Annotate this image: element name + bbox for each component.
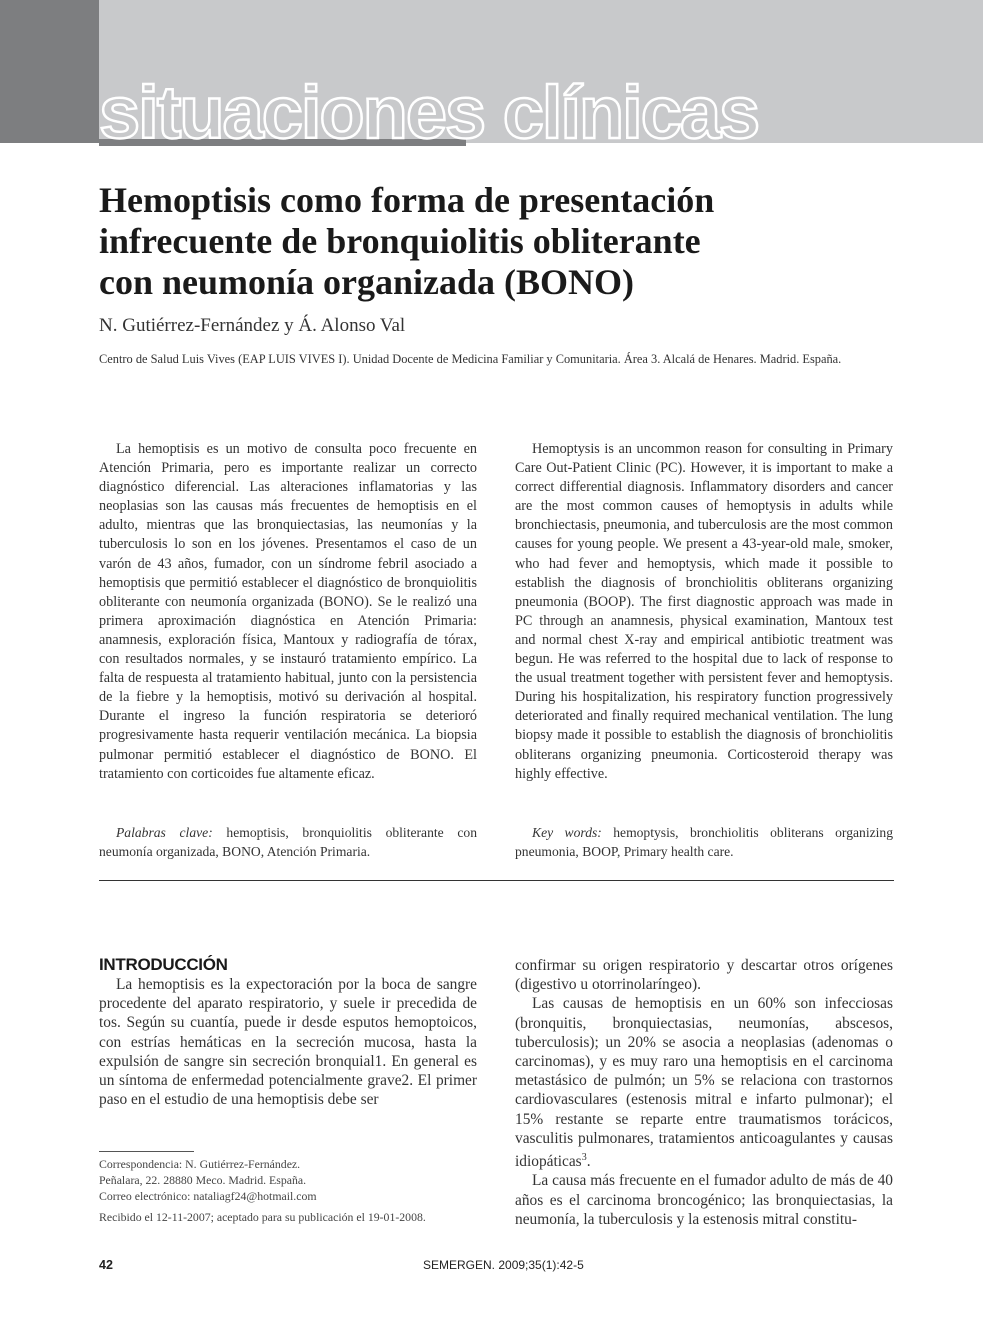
journal-reference: SEMERGEN. 2009;35(1):42-5: [423, 1258, 584, 1272]
article-title: [99, 180, 899, 303]
footnote-address: Peñalara, 22. 28880 Meco. Madrid. España.: [99, 1173, 307, 1187]
title-line-3: con neumonía organizada (BONO): [99, 262, 635, 302]
header-dark-block: [0, 0, 99, 143]
title-line-2: infrecuente de bronquiolitis obliterante: [99, 221, 701, 261]
abstract-english: [515, 440, 893, 784]
authors: N. Gutiérrez-Fernández y Á. Alonso Val: [99, 315, 406, 336]
affiliation: Centro de Salud Luis Vives (EAP LUIS VIVES I). Unidad Docente de Medicina Familiar y Comunitaria. Área 3. Alcalá de Henares. Madrid. España.: [99, 352, 842, 366]
intro-right-column: [515, 956, 893, 1229]
intro-paragraph-2-text: Las causas de hemoptisis en un 60% son infecciosas (bronquitis, bronquiectasias, neumonías, abscesos, tuberculosis); un 20% se asocia a neoplasias (adenomas o carcinomas), y es muy raro una hemoptisis en el carcinoma metastásico de pulmón; un 5% se relaciona con trastornos cardiovasculares (estenosis mitral e infarto pulmonar); el 15% restante se reparte entre traumatismos torácicos, vasculitis pulmonares, tratamientos anticoagulantes y causas idiopáticas: [515, 995, 893, 1171]
section-divider: [99, 880, 894, 881]
intro-paragraph-continued: confirmar su origen respiratorio y descartar otros orígenes (digestivo u otorrinolaríngeo).: [515, 957, 893, 994]
intro-paragraph-2-end: .: [586, 1153, 591, 1171]
title-line-1: Hemoptisis como forma de presentación: [99, 180, 715, 220]
keywords-spanish-label: Palabras clave:: [116, 825, 213, 840]
keywords-spanish-list: hemoptisis, bronquiolitis obliterante con neumonía organizada, BONO, Atención Primaria.: [99, 825, 477, 859]
keywords-english: [515, 823, 893, 861]
footnote-correspondence: Correspondencia: N. Gutiérrez-Fernández.: [99, 1157, 301, 1171]
keywords-english-list: hemoptysis, bronchiolitis obliterans organizing pneumonia, BOOP, Primary health care.: [515, 825, 894, 859]
intro-heading: INTRODUCCIÓN: [99, 955, 228, 974]
citation-ref: 3: [581, 1152, 587, 1164]
page-number: 42: [99, 1258, 113, 1272]
section-label: situaciones clínicas: [99, 71, 759, 154]
intro-paragraph-1: La hemoptisis es la expectoración por la boca de sangre procedente del aparato respiratorio, y suele ir precedida de tos. Según su cuantía, puede ir desde esputos hemoptoicos, con estrías hemáticas en la secreción mucosa, hasta la expulsión de sangre sin secreción bronquial1. En general es un síntoma de enfermedad potencialmente grave2. El primer paso en el estudio de una hemoptisis debe ser: [99, 976, 477, 1109]
intro-paragraph-2: [515, 994, 893, 1171]
keywords-spanish: [99, 823, 477, 861]
abstract-spanish-text: La hemoptisis es un motivo de consulta poco frecuente en Atención Primaria, pero es importante realizar un correcto diagnóstico diferencial. Las alteraciones inflamatorias y las neoplasias son las causas más frecuentes de hemoptisis en el adulto, mientras que las bronquiectasias, las neumonías y la tuberculosis lo son en los jóvenes. Presentamos el caso de un varón de 43 años, fumador, con un síndrome febril asociado a hemoptisis que permitió establecer el diagnóstico de bronquiolitis obliterante con neumonía organizada (BONO). Se le realizó una primera aproximación diagnóstica en Atención Primaria: anamnesis, exploración física, Mantoux y radiografía de tórax, con resultados normales, y se instauró tratamiento empírico. La falta de respuesta al tratamiento habitual, junto con la persistencia de la fiebre y la hemoptisis, motivó su derivación al hospital. Durante el ingreso la función respiratoria se deterioró progresivamente hasta requerir ventilación mecánica. La biopsia pulmonar permitió establecer el diagnóstico de BONO. El tratamiento con corticoides fue altamente eficaz.: [99, 441, 477, 782]
intro-paragraph-3: La causa más frecuente en el fumador adulto de más de 40 años es el carcinoma broncogénico; las bronquiectasias, la neumonía, la tuberculosis y la estenosis mitral constitu-: [515, 1172, 893, 1228]
keywords-english-label: Key words:: [532, 825, 602, 840]
abstract-english-text: Hemoptysis is an uncommon reason for consulting in Primary Care Out-Patient Clinic (PC). However, it is important to make a correct differential diagnosis. Inflammatory disorders and cancer are the most common causes of hemoptysis in adults while bronchiectasis, pneumonia, and tuberculosis are the most common causes for young people. We present a 43-year-old male, smoker, who had fever and hemoptysis, which made it possible to establish the diagnosis of bronchiolitis obliterans organizing pneumonia (BOOP). The first diagnostic approach was made in PC through an anamnesis, physical examination, Mantoux test and normal chest X-ray and empirical antibiotic treatment was begun. He was referred to the hospital due to lack of response to the usual treatment together with persistent fever and hemoptysis. During his hospitalization, his respiratory function progressively deteriorated and finally required mechanical ventilation. The lung biopsy made it possible to establish the diagnosis of bronchiolitis obliterans organizing pneumonia. Corticosteroid therapy was highly effective.: [515, 441, 893, 782]
footnotes: [99, 1156, 317, 1204]
footnote-rule: [99, 1151, 194, 1152]
received-dates: Recibido el 12-11-2007; aceptado para su publicación el 19-01-2008.: [99, 1210, 426, 1224]
footnote-email: Correo electrónico: nataliagf24@hotmail.com: [99, 1189, 317, 1203]
abstract-spanish: [99, 440, 477, 784]
intro-left-column: [99, 975, 477, 1109]
